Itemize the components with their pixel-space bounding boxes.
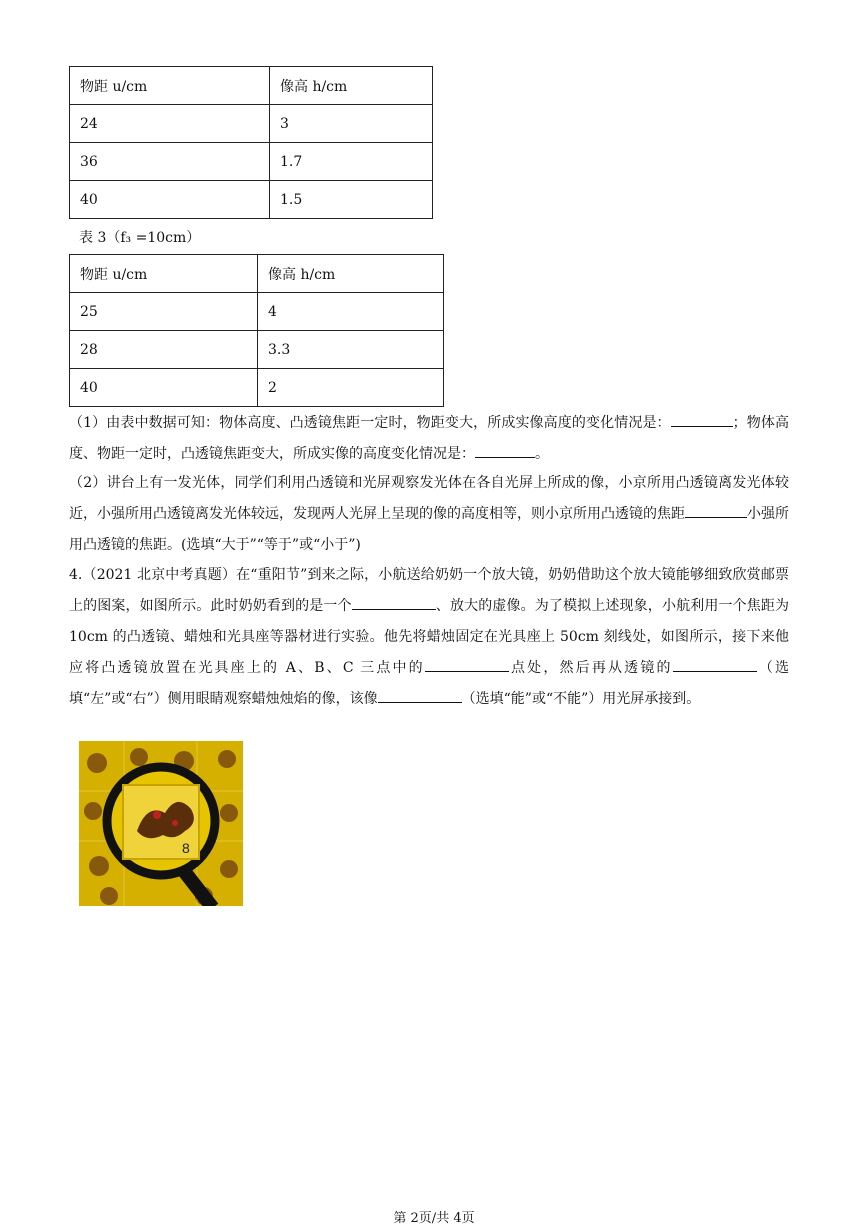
table-cell: 3.3 — [258, 331, 444, 369]
table-cell: 25 — [70, 293, 258, 331]
magnifier-illustration — [79, 741, 243, 906]
table-row — [70, 181, 433, 219]
magnifier-stamp-photo — [79, 741, 243, 906]
table-header-cell: 物距 u/cm — [70, 67, 270, 105]
table-cell: 28 — [70, 331, 258, 369]
table-header-cell: 物距 u/cm — [70, 255, 258, 293]
answer-blank — [378, 688, 462, 703]
answer-blank — [671, 412, 733, 427]
table-row — [70, 293, 444, 331]
table-cell: 36 — [70, 143, 270, 181]
table-cell: 40 — [70, 369, 258, 407]
table-header-cell: 像高 h/cm — [258, 255, 444, 293]
table-3-caption: 表 3（f₃ =10cm） — [79, 230, 201, 246]
table-header-row — [70, 67, 433, 105]
question-4: 4.（2021 北京中考真题）在“重阳节”到来之际，小航送给奶奶一个放大镜，奶奶借助这个放大镜能够细致欣赏邮票上的图案，如图所示。此时奶奶看到的是一个 、放大的虚像。为了模拟上述现象，小航利用一个焦距为 10cm 的凸透镜、蜡烛和光具座等器材进行实验。他先将蜡烛固定在光具座上 50cm 刻线处，如图所示，接下来他应将凸透镜放置在光具座上的 A、B、C 三点中的 点处，然后再从透镜的 （选填“左”或“右”）侧用眼睛观察蜡烛烛焰的像，该像 （选填“能”或“不能”）用光屏承接到。 — [69, 567, 790, 707]
svg-text:8: 8 — [182, 840, 190, 856]
table-row — [70, 331, 444, 369]
answer-blank — [425, 657, 509, 672]
page-footer: 第 2页/共 4页 — [393, 1211, 475, 1226]
question-3-part-1: （1）由表中数据可知：物体高度、凸透镜焦距一定时，物距变大，所成实像高度的变化情况是： ；物体高度、物距一定时，凸透镜焦距变大，所成实像的高度变化情况是： 。 — [69, 408, 789, 470]
answer-blank — [352, 595, 436, 610]
table-cell: 40 — [70, 181, 270, 219]
table-cell: 1.5 — [270, 181, 433, 219]
table-cell: 4 — [258, 293, 444, 331]
question-3-part-2: （2）讲台上有一发光体，同学们利用凸透镜和光屏观察发光体在各自光屏上所成的像，小京所用凸透镜离发光体较近，小强所用凸透镜离发光体较远，发现两人光屏上呈现的像的高度相等，则小京所用凸透镜的焦距 小强所用凸透镜的焦距。(选填“大于”“等于”或“小于”) — [69, 475, 789, 553]
table-header-row — [70, 255, 444, 293]
table-row — [70, 105, 433, 143]
answer-blank — [475, 443, 535, 458]
answer-blank — [673, 657, 757, 672]
table-cell: 1.7 — [270, 143, 433, 181]
table-cell: 3 — [270, 105, 433, 143]
table-cell: 2 — [258, 369, 444, 407]
data-table-2 — [69, 66, 433, 219]
answer-blank — [685, 503, 747, 518]
table-cell: 24 — [70, 105, 270, 143]
table-header-cell: 像高 h/cm — [270, 67, 433, 105]
table-row — [70, 143, 433, 181]
data-table-3 — [69, 254, 444, 407]
table-row — [70, 369, 444, 407]
